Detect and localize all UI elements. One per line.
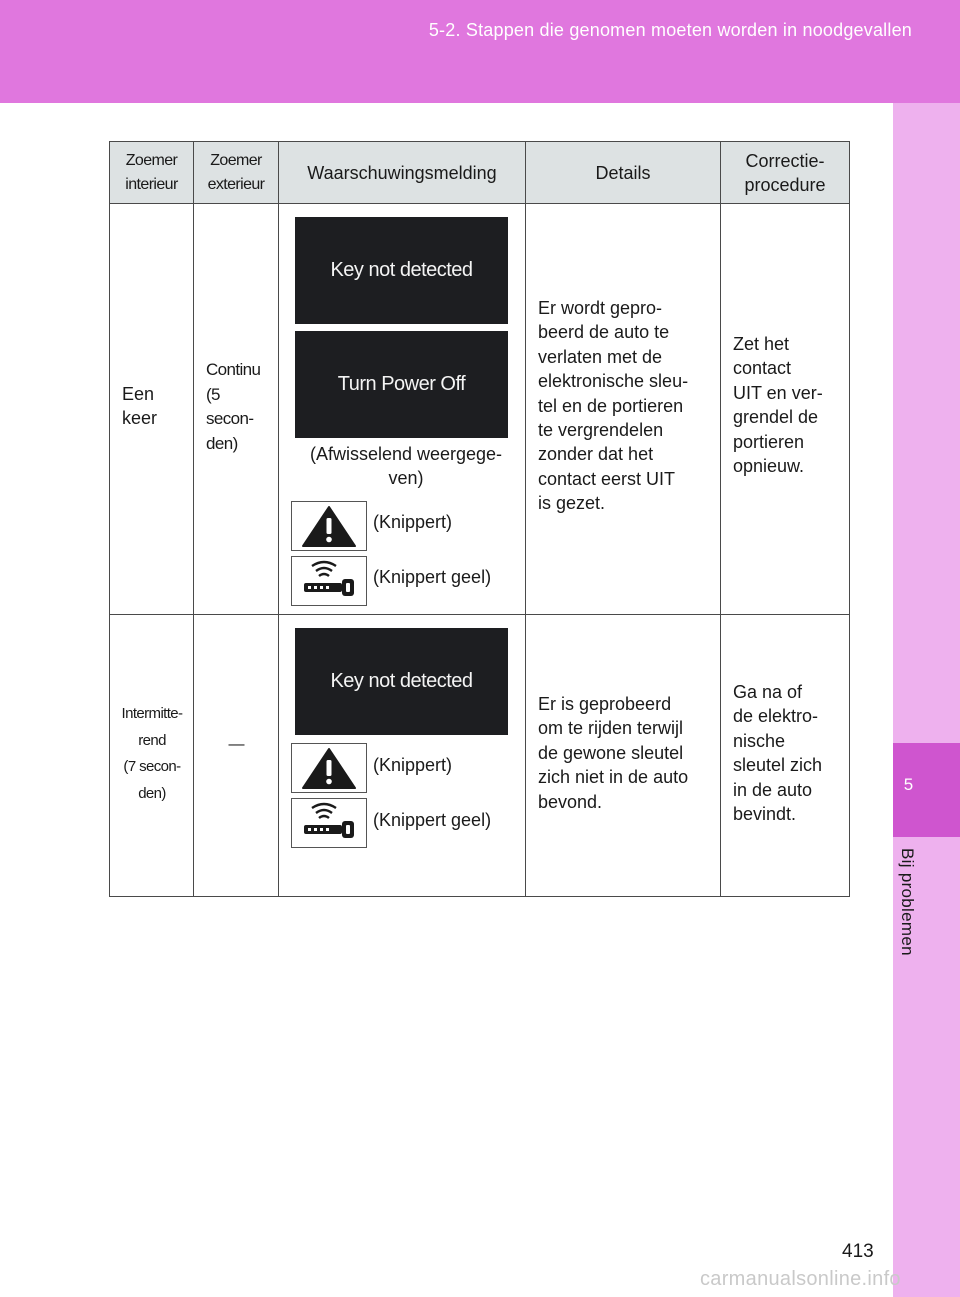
buzzer-interior-cell: Een keer — [110, 204, 194, 615]
header-details: Details — [526, 142, 721, 204]
buzzer-interior-cell: Intermitte- rend (7 secon- den) — [110, 615, 194, 897]
details-cell: Er is geprobeerd om te rijden terwijl de gewone sleutel zich niet in de auto bevond. — [526, 615, 721, 897]
indicator-label: (Knippert) — [373, 512, 453, 532]
table-row — [110, 615, 850, 897]
indicator-label: (Knippert geel) — [373, 567, 492, 587]
warning-triangle-icon — [291, 743, 367, 793]
warning-triangle-icon — [291, 501, 367, 551]
table-row — [110, 204, 850, 615]
correction-cell: Zet het contact UIT en ver- grendel de portieren opnieuw. — [721, 204, 850, 615]
empty-value-dash: — — [228, 736, 245, 753]
details-cell: Er wordt gepro- beerd de auto te verlaten met de elektronische sleu- tel en de portieren te vergrendelen zonder dat het contact eerst UIT is gezet. — [526, 204, 721, 615]
smart-key-indicator-icon — [291, 798, 367, 848]
indicator-label: (Knippert) — [373, 755, 453, 775]
watermark: carmanualsonline.info — [700, 1268, 901, 1290]
buzzer-exterior-cell — [194, 615, 279, 897]
section-title: 5-2. Stappen die genomen moeten worden in noodgevallen — [428, 20, 912, 40]
message-display: Turn Power Off — [295, 331, 508, 438]
header-message: Waarschuwingsmelding — [279, 142, 526, 204]
table-header-row — [110, 142, 850, 204]
warning-table — [109, 141, 850, 897]
message-display: Key not detected — [295, 628, 508, 735]
header-correction: Correctie- procedure — [721, 142, 850, 204]
header-band — [0, 0, 960, 103]
buzzer-exterior-cell: Continu (5 secon- den) — [194, 204, 279, 615]
header-buzzer-exterior: Zoemer exterieur — [194, 142, 279, 204]
page-number: 413 — [842, 1241, 874, 1262]
smart-key-indicator-icon — [291, 556, 367, 606]
side-tab — [893, 103, 960, 1297]
indicator-label: (Knippert geel) — [373, 810, 492, 830]
header-buzzer-interior: Zoemer interieur — [110, 142, 194, 204]
message-cell — [279, 615, 526, 897]
message-cell — [279, 204, 526, 615]
chapter-number: 5 — [903, 775, 914, 794]
chapter-label: Bij problemen — [898, 848, 917, 956]
message-display: Key not detected — [295, 217, 508, 324]
correction-cell: Ga na of de elektro- nische sleutel zich in de auto bevindt. — [721, 615, 850, 897]
screen-caption: (Afwisselend weergege- ven) — [309, 444, 503, 488]
